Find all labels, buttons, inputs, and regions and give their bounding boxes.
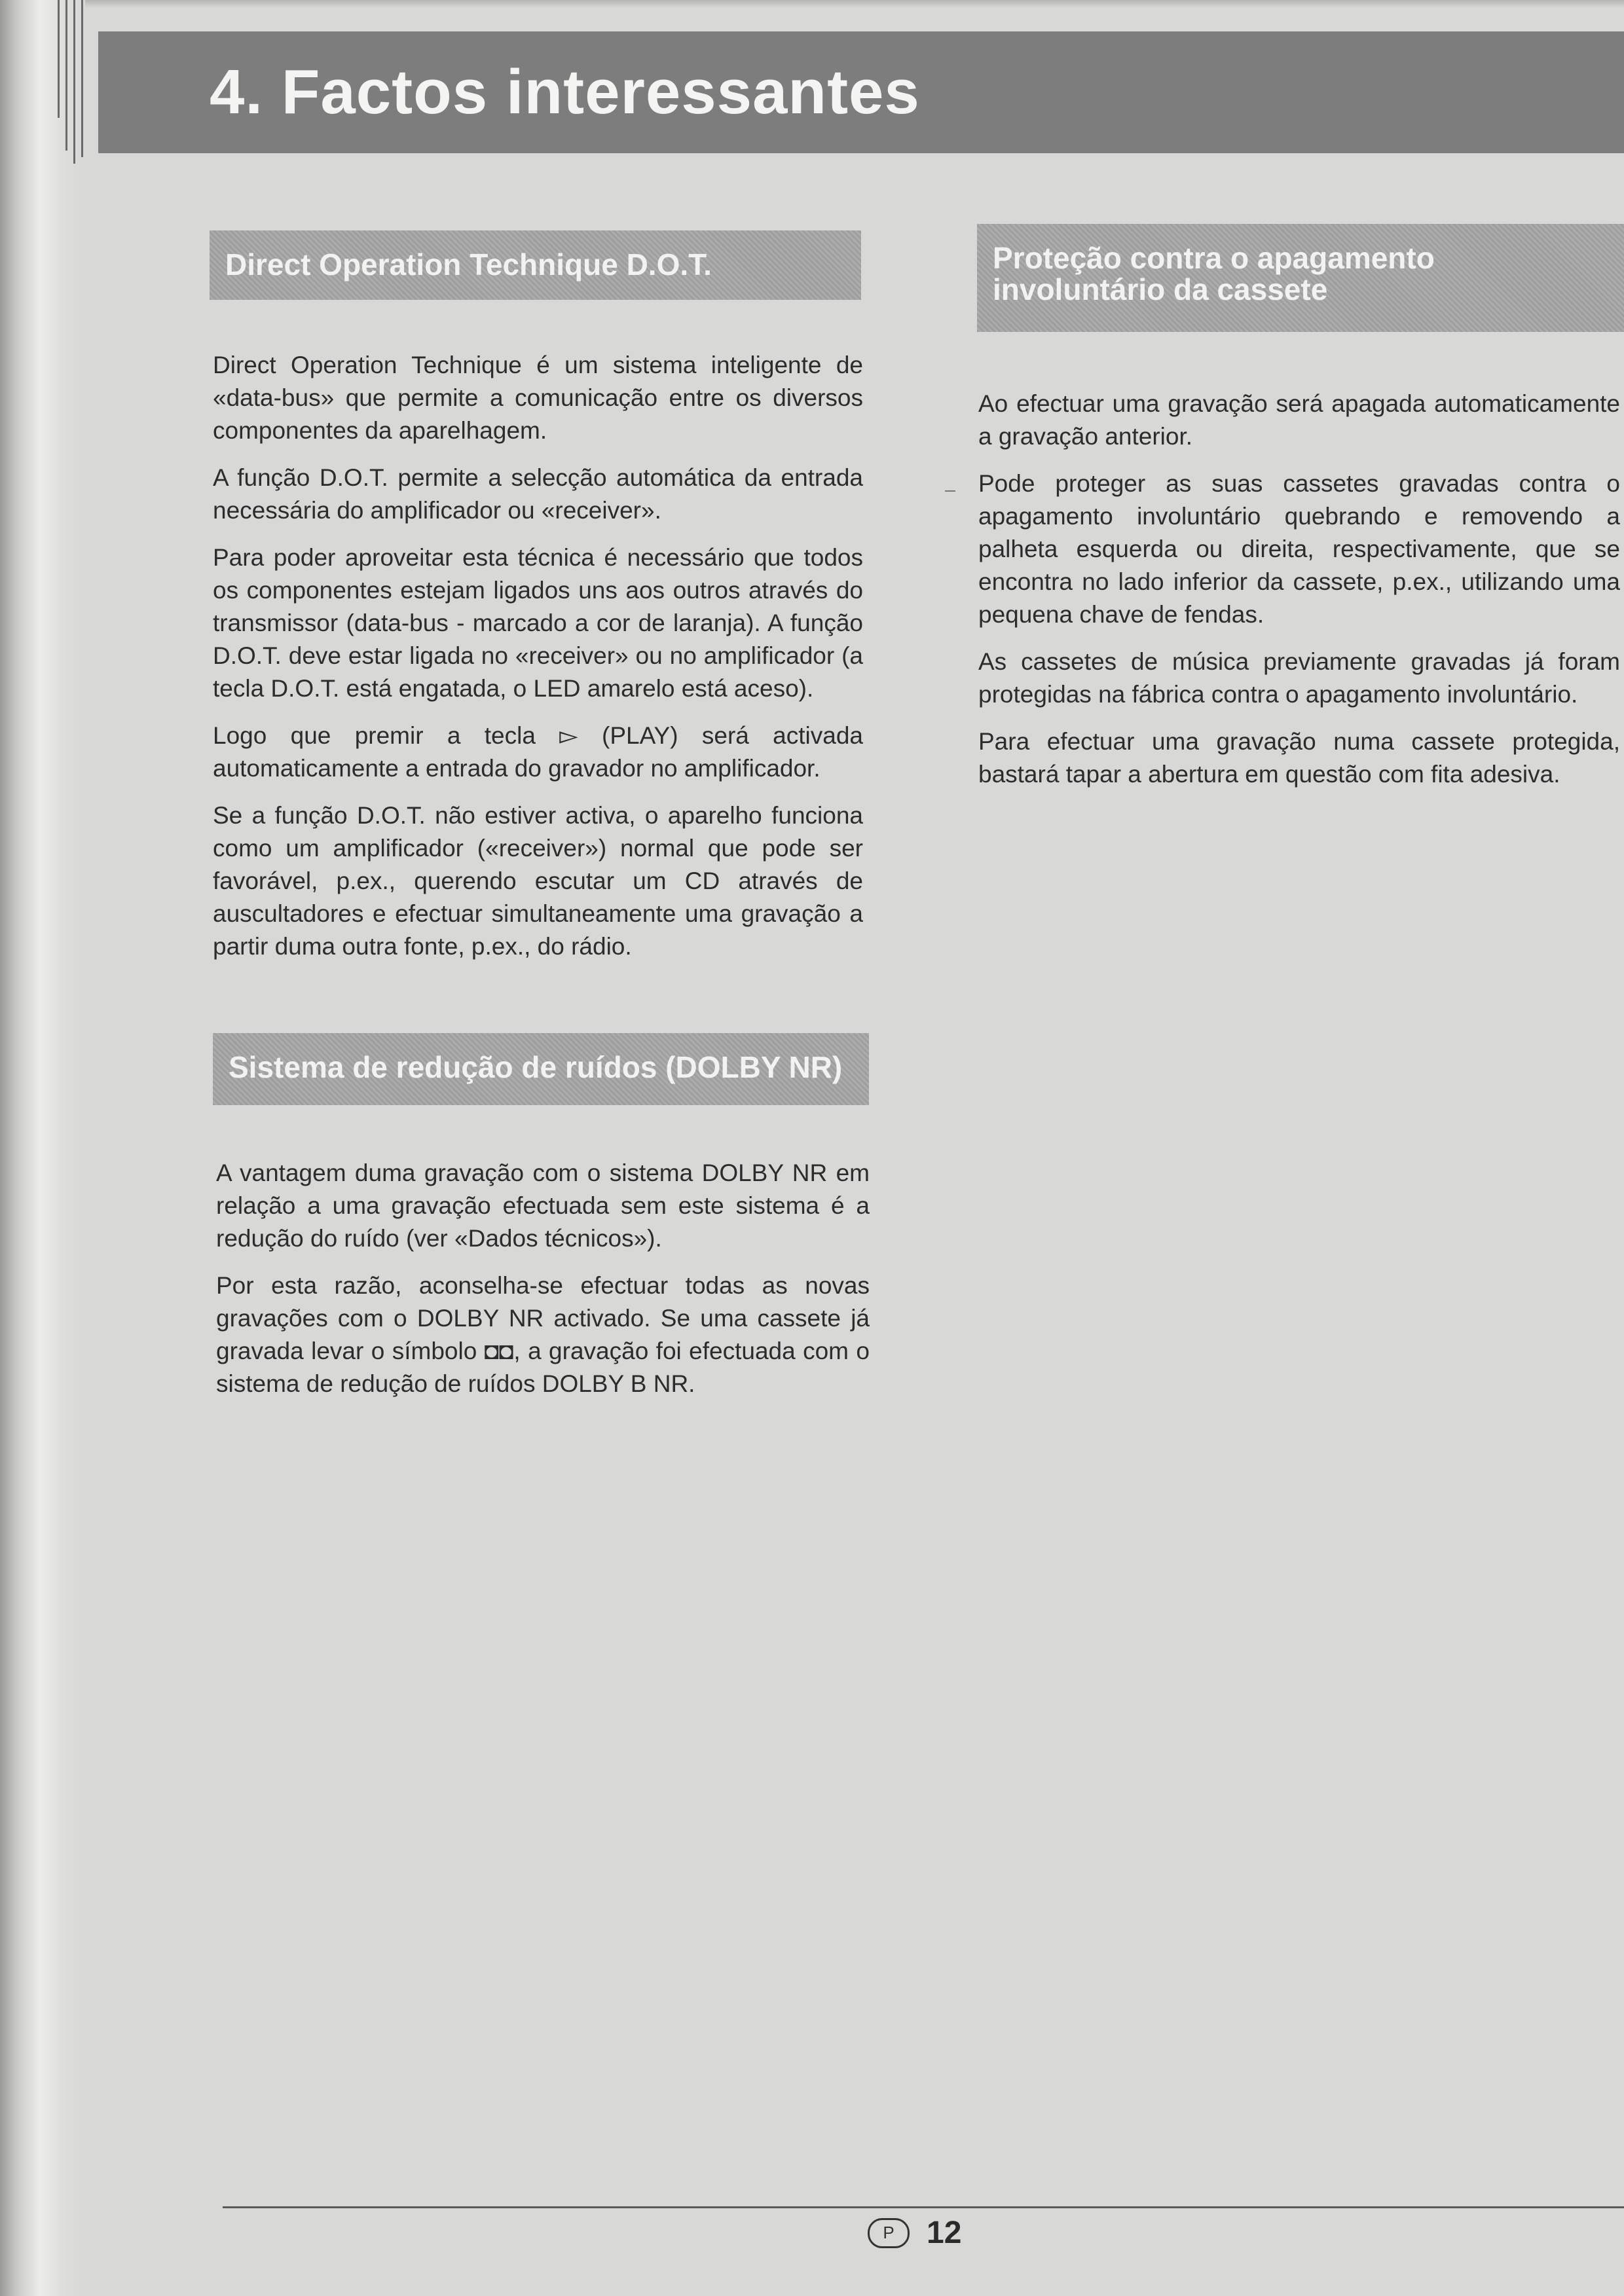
- section-heading-text: Proteção contra o apagamento involuntário da cassete: [993, 241, 1435, 306]
- section-heading-text: Direct Operation Technique D.O.T.: [225, 247, 712, 282]
- margin-mark: [945, 490, 955, 492]
- page-top-edge: [0, 0, 1624, 8]
- section-body-dot: [213, 349, 863, 977]
- paragraph: Para poder aproveitar esta técnica é necessário que todos os componentes estejam ligados uns aos outros através do transmissor (data-bus - marcado a cor de laranja). A função D.O.T. deve estar ligada no «receiver» ou no amplificador (a tecla D.O.T. está engatada, o LED amarelo está aceso).: [213, 544, 863, 702]
- binding-line: [81, 0, 83, 157]
- paragraph: Se a função D.O.T. não estiver activa, o aparelho funciona como um amplificador («receiver») normal que pode ser favorável, p.ex., querendo escutar um CD através de auscultadores e efectuar simultaneamente uma gravação a partir duma outra fonte, p.ex., do rádio.: [213, 802, 863, 960]
- binding-line: [58, 0, 60, 118]
- paragraph: A função D.O.T. permite a selecção automática da entrada necessária do amplificador ou «receiver».: [213, 464, 863, 524]
- paragraph: Ao efectuar uma gravação será apagada automaticamente a gravação anterior.: [978, 390, 1620, 450]
- footer-rule: [223, 2206, 1624, 2208]
- section-heading-dolby: [213, 1033, 869, 1105]
- section-heading-dot: [210, 230, 861, 300]
- paragraph: Por esta razão, aconselha-se efectuar todas as novas gravações com o DOLBY NR activado. Se uma cassete já gravada levar o símbolo ◘◘, a gravação foi efectuada com o sistema de redução de ruídos DOLBY B NR.: [216, 1272, 870, 1397]
- paragraph: As cassetes de música previamente gravadas já foram protegidas na fábrica contra o apagamento involuntário.: [978, 648, 1620, 708]
- title-band: [98, 31, 1624, 153]
- paragraph: Pode proteger as suas cassetes gravadas contra o apagamento involuntário quebrando e removendo a palheta esquerda ou direita, respectivamente, que se encontra no lado inferior da cassete, p.ex., utilizando uma pequena chave de fendas.: [978, 470, 1620, 628]
- paragraph: A vantagem duma gravação com o sistema DOLBY NR em relação a uma gravação efectuada sem este sistema é a redução do ruído (ver «Dados técnicos»).: [216, 1159, 870, 1252]
- page-number: 12: [927, 2215, 962, 2250]
- binding-line: [65, 0, 67, 151]
- binding-edge: [0, 0, 85, 2296]
- section-heading-protection: [977, 224, 1624, 332]
- paragraph: Para efectuar uma gravação numa cassete protegida, bastará tapar a abertura em questão com fita adesiva.: [978, 728, 1620, 788]
- section-heading-text: Sistema de redução de ruídos (DOLBY NR): [229, 1050, 843, 1084]
- section-body-dolby: [216, 1157, 870, 1415]
- page-title: 4. Factos interessantes: [210, 57, 920, 127]
- page-footer: [868, 2215, 961, 2251]
- section-body-protection: [978, 388, 1620, 805]
- language-badge: P: [868, 2218, 910, 2248]
- paragraph: Direct Operation Technique é um sistema inteligente de «data-bus» que permite a comunicação entre os diversos componentes da aparelhagem.: [213, 352, 863, 444]
- binding-line: [73, 0, 75, 164]
- paragraph: Logo que premir a tecla ▻ (PLAY) será activada automaticamente a entrada do gravador no amplificador.: [213, 722, 863, 782]
